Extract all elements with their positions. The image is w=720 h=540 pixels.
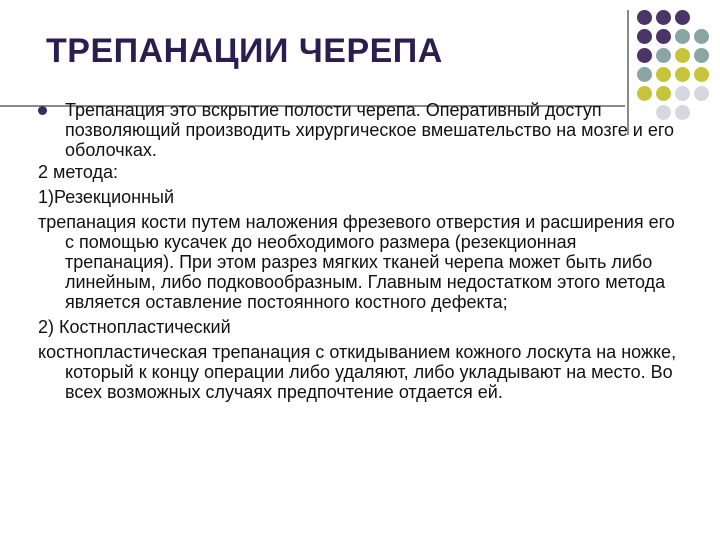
decorative-dot <box>637 48 652 63</box>
decorative-dot <box>637 67 652 82</box>
decorative-dot <box>694 67 709 82</box>
decorative-dot <box>675 29 690 44</box>
decorative-dot <box>637 10 652 25</box>
decorative-dot <box>675 86 690 101</box>
decorative-dot <box>656 67 671 82</box>
decorative-dot <box>637 86 652 101</box>
bullet-item <box>38 100 678 160</box>
bullet-text: Трепанация это вскрытие полости черепа. Оперативный доступ позволяющий производить хирургическое вмешательство на мозге и его оболочках. <box>65 100 675 160</box>
method1-text: трепанация кости путем наложения фрезевого отверстия и расширения его с помощью кусачек до необходимого размера (резекционная трепанация). При этом разрез мягких тканей черепа может быть либо линейным, либо подковообразным. Главным недостатком этого метода является оставление постоянного костного дефекта; <box>38 212 675 312</box>
decorative-dot <box>675 48 690 63</box>
decorative-dot <box>694 48 709 63</box>
decorative-dot <box>675 10 690 25</box>
method1-heading: 1)Резекционный <box>38 187 175 207</box>
decorative-dot <box>656 10 671 25</box>
method2-heading: 2) Костнопластический <box>38 317 231 337</box>
decorative-dot <box>656 29 671 44</box>
decorative-dot <box>656 48 671 63</box>
methods-count: 2 метода: <box>38 162 118 182</box>
decorative-dot <box>637 29 652 44</box>
decorative-dot <box>694 86 709 101</box>
decorative-dot <box>675 67 690 82</box>
slide-title: ТРЕПАНАЦИИ ЧЕРЕПА <box>46 32 443 70</box>
method2-text: костнопластическая трепанация с откидыванием кожного лоскута на ножке, который к концу операции либо удаляют, либо укладывают на место. Во всех возможных случаях предпочтение отдается ей. <box>38 342 677 402</box>
decorative-dot <box>656 86 671 101</box>
bullet-dot-icon <box>38 106 47 115</box>
slide-body <box>38 100 678 407</box>
decorative-dot <box>694 29 709 44</box>
